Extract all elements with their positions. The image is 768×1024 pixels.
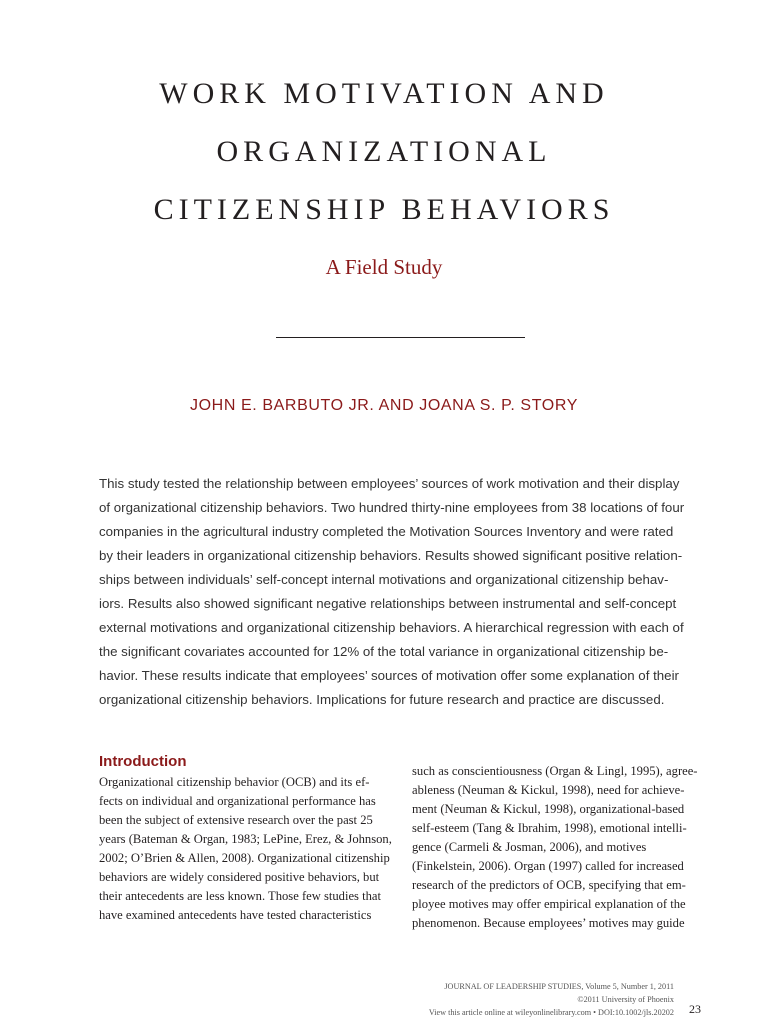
subtitle: A Field Study [325,255,443,279]
abstract-line: havior. These results indicate that employees’ sources of motivation offer some explanation of their [99,668,679,683]
title-line-1: WORK MOTIVATION AND [159,77,609,110]
body-line: fects on individual and organizational performance has [99,794,376,808]
abstract-line: This study tested the relationship between employees’ sources of work motivation and their display [99,476,680,491]
body-line: have examined antecedents have tested characteristics [99,908,372,922]
abstract-line: organizational citizenship behaviors. Implications for future research and practice are discussed. [99,692,665,707]
body-line: their antecedents are less known. Those few studies that [99,889,381,903]
title-line-3: CITIZENSHIP BEHAVIORS [153,193,615,226]
body-line: such as conscientiousness (Organ & Lingl, 1995), agree- [412,764,698,778]
abstract-line: iors. Results also showed significant negative relationships between instrumental and self-concept [99,596,677,611]
body-line: research of the predictors of OCB, specifying that em- [412,878,686,892]
body-line: (Finkelstein, 2006). Organ (1997) called for increased [412,859,684,873]
body-line: 2002; O’Brien & Allen, 2008). Organizational citizenship [99,851,390,865]
abstract-line: the significant covariates accounted for 12% of the total variance in organizational citizenship be- [99,644,669,659]
abstract-line: by their leaders in organizational citizenship behaviors. Results showed significant positive relation- [99,548,683,563]
body-line: self-esteem (Tang & Ibrahim, 1998), emotional intelli- [412,821,687,835]
page-number: 23 [689,1002,701,1016]
body-line: gence (Carmeli & Josman, 2006), and motives [412,840,647,854]
body-line: ableness (Neuman & Kickul, 1998), need for achieve- [412,783,685,797]
body-line: behaviors are widely considered positive behaviors, but [99,870,380,884]
title-divider [276,337,525,338]
abstract-line: external motivations and organizational citizenship behaviors. A hierarchical regression with each of [99,620,684,635]
body-line: Organizational citizenship behavior (OCB) and its ef- [99,775,370,789]
body-line: ment (Neuman & Kickul, 1998), organizational-based [412,802,685,816]
body-line: years (Bateman & Organ, 1983; LePine, Erez, & Johnson, [99,832,392,846]
footer-online-link[interactable]: View this article online at wileyonlinelibrary.com • DOI:10.1002/jls.20202 [428,1008,674,1017]
abstract-line: ships between individuals’ self-concept internal motivations and organizational citizenship behav- [99,572,669,587]
body-line: ployee motives may offer empirical explanation of the [412,897,686,911]
section-heading-introduction: Introduction [99,753,187,770]
abstract-line: companies in the agricultural industry completed the Motivation Sources Inventory and were rated [99,524,674,539]
abstract-line: of organizational citizenship behaviors. Two hundred thirty-nine employees from 38 locations of four [99,500,685,515]
body-line: been the subject of extensive research over the past 25 [99,813,373,827]
footer-copyright: ©2011 University of Phoenix [577,995,674,1004]
body-line: phenomenon. Because employees’ motives may guide [412,916,685,930]
authors: JOHN E. BARBUTO JR. AND JOANA S. P. STORY [190,397,578,414]
title-line-2: ORGANIZATIONAL [216,135,552,168]
footer-journal: JOURNAL OF LEADERSHIP STUDIES, Volume 5, Number 1, 2011 [444,982,674,991]
